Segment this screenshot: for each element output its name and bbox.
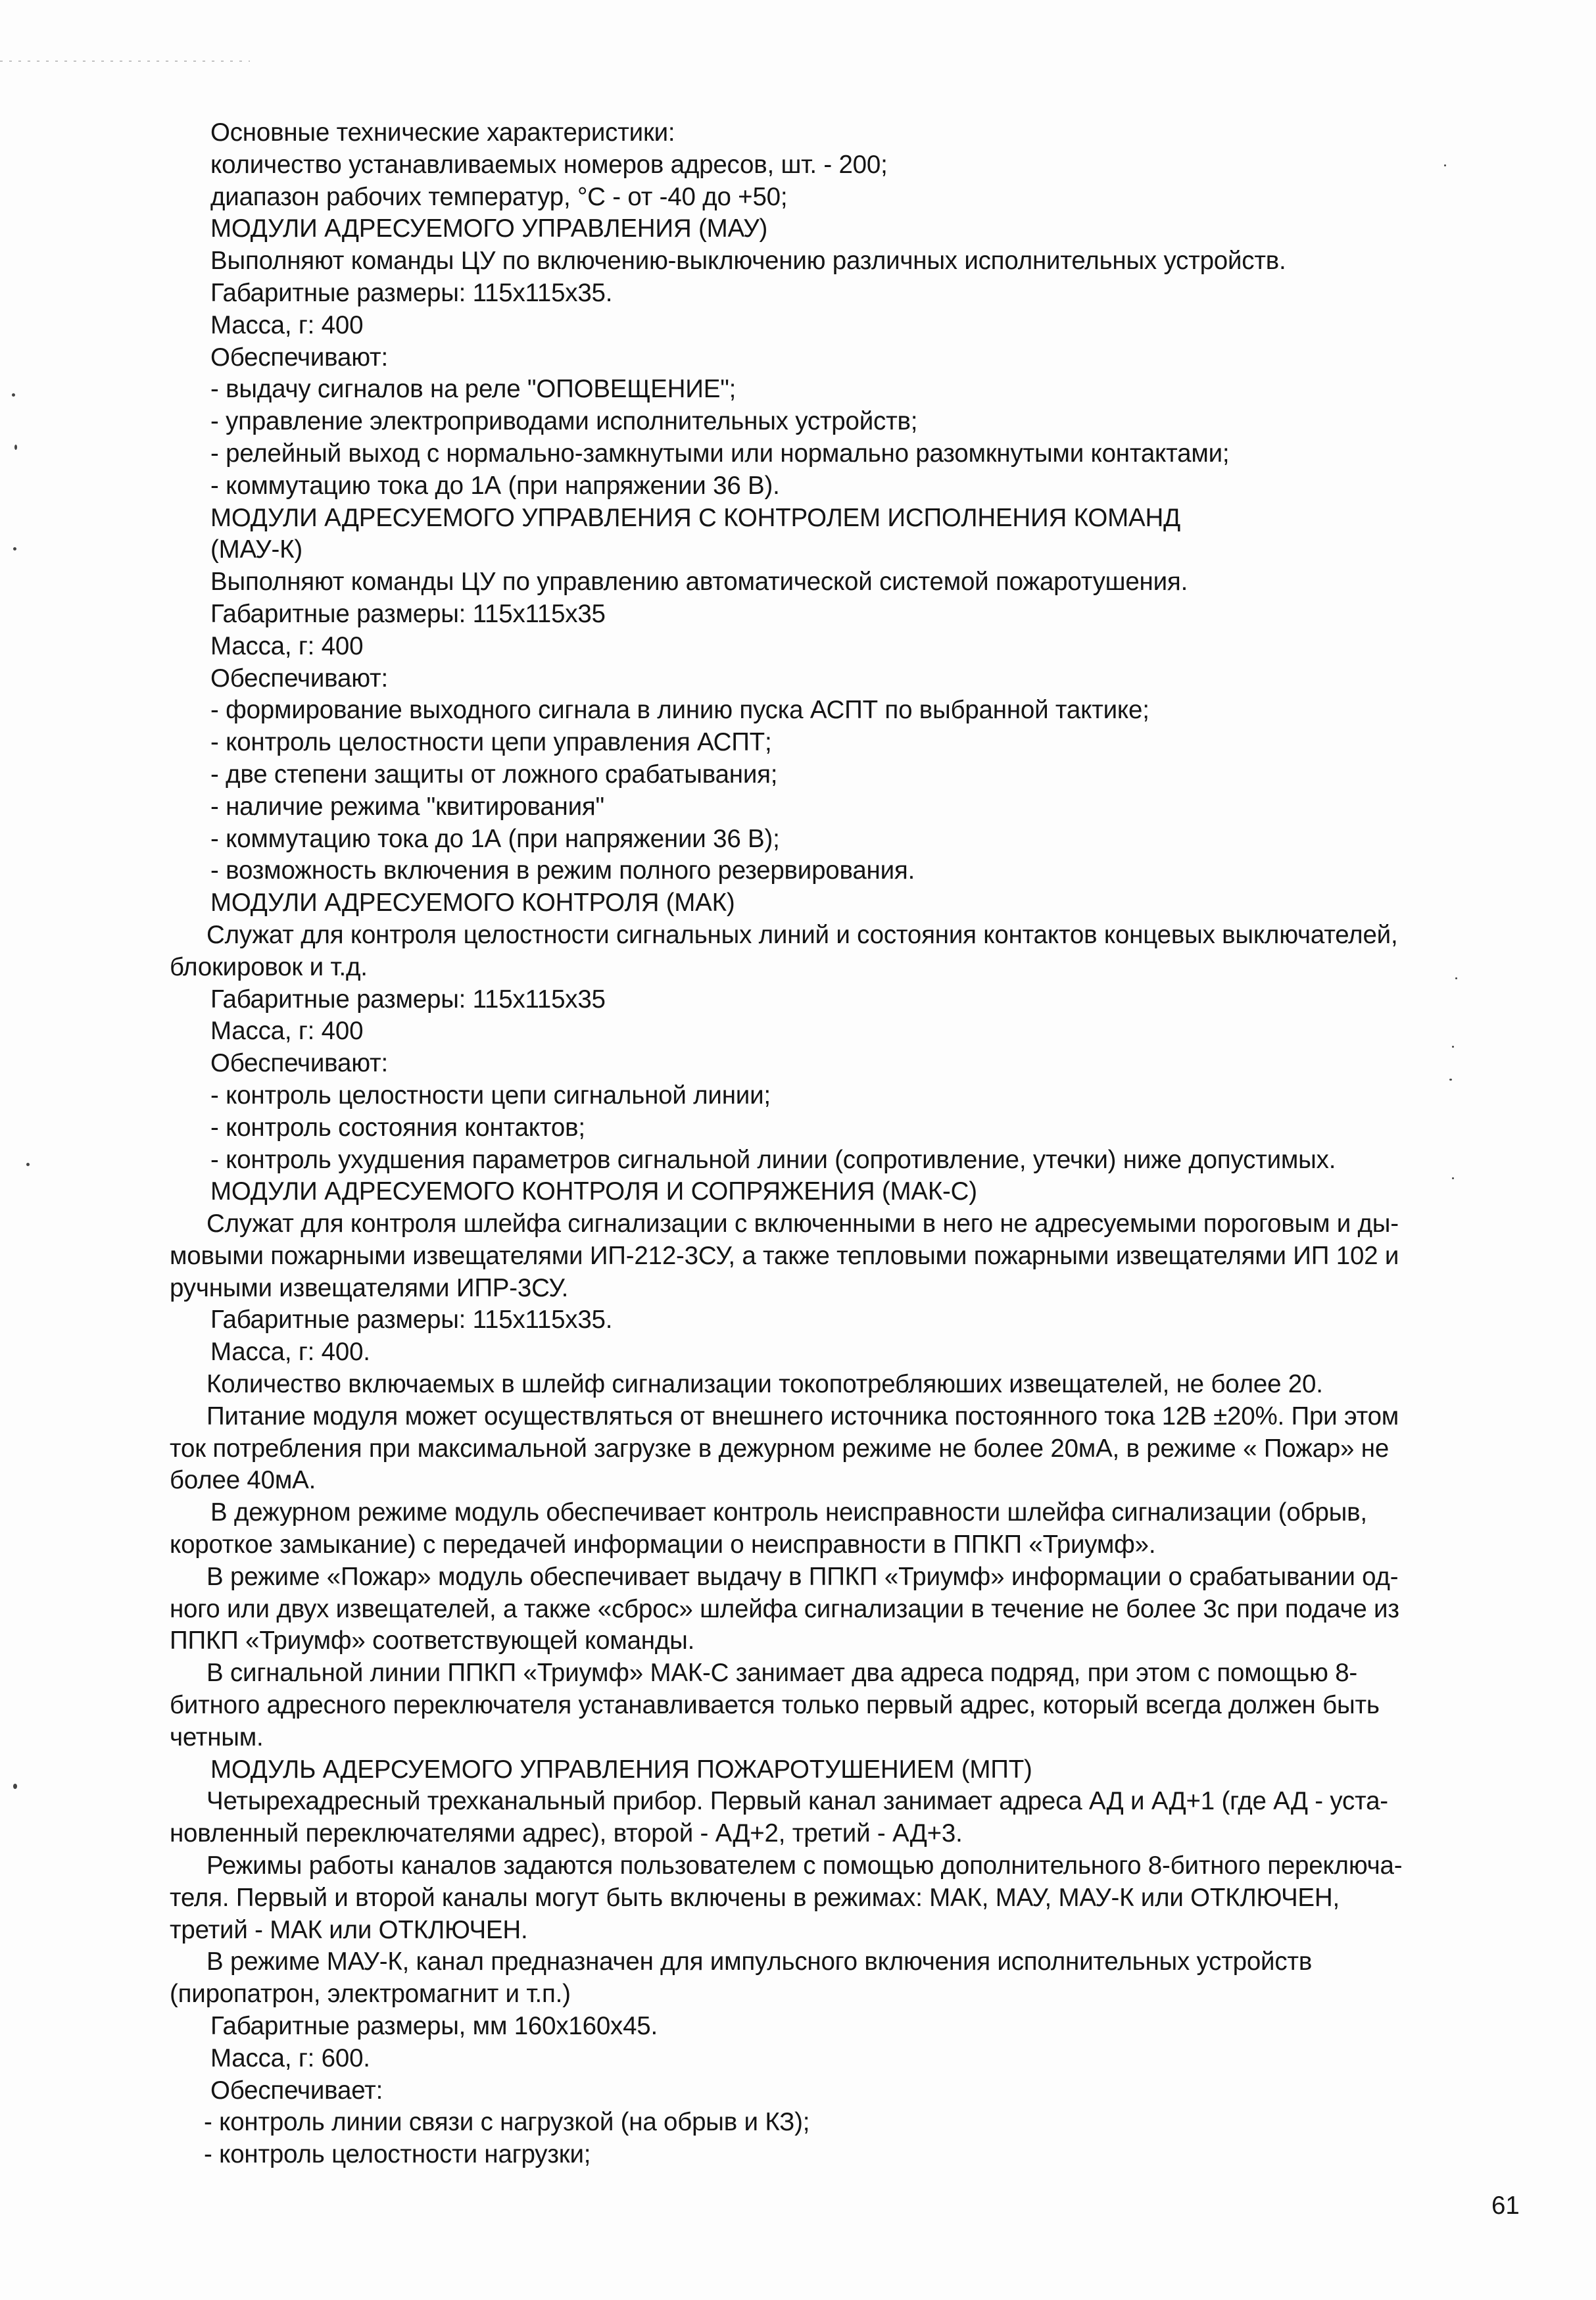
text-line: - контроль линии связи с нагрузкой (на обрыв и КЗ); — [204, 2108, 810, 2137]
text-line: Габаритные размеры: 115х115х35 — [210, 985, 606, 1014]
text-line: МОДУЛИ АДРЕСУЕМОГО КОНТРОЛЯ (МАК) — [210, 889, 735, 918]
text-line: битного адресного переключателя устанавливается только первый адрес, который всегда должен быть — [170, 1691, 1380, 1720]
text-line: Габаритные размеры: 115х115х35. — [210, 1306, 613, 1334]
text-line: Питание модуля может осуществляться от внешнего источника постоянного тока 12В ±20%. При этом — [206, 1402, 1399, 1431]
scan-speck — [14, 445, 17, 450]
text-line: - контроль целостности цепи управления АСПТ; — [210, 728, 772, 757]
text-line: Обеспечивают: — [210, 664, 388, 693]
text-line: диапазон рабочих температур, °С - от -40 до +50; — [210, 182, 788, 211]
text-line: МОДУЛЬ АДЕРСУЕМОГО УПРАВЛЕНИЯ ПОЖАРОТУШЕНИЕМ (МПТ) — [210, 1755, 1032, 1784]
text-line: (пиропатрон, электромагнит и т.п.) — [170, 1980, 571, 2009]
text-line: Обеспечивают: — [210, 1049, 388, 1078]
text-line: - управление электроприводами исполнительных устройств; — [210, 407, 918, 436]
text-line: Габаритные размеры: 115х115х35 — [210, 599, 606, 628]
text-line: Выполняют команды ЦУ по включению-выключению различных исполнительных устройств. — [210, 247, 1286, 276]
text-line: Масса, г: 400 — [210, 631, 364, 660]
text-line: Четырехадресный трехканальный прибор. Первый канал занимает адреса АД и АД+1 (где АД - уста- — [206, 1787, 1388, 1816]
text-line: Габаритные размеры, мм 160х160х45. — [210, 2012, 658, 2041]
text-line: теля. Первый и второй каналы могут быть включены в режимах: МАК, МАУ, МАУ-К или ОТКЛЮЧЕН, — [170, 1883, 1340, 1912]
text-line: ток потребления при максимальной загрузке в дежурном режиме не более 20мА, в режиме « Пожар» не — [170, 1434, 1390, 1463]
text-line: - формирование выходного сигнала в линию пуска АСПТ по выбранной тактике; — [210, 696, 1149, 725]
text-line: более 40мА. — [170, 1466, 316, 1495]
text-line: В режиме МАУ-К, канал предназначен для импульсного включения исполнительных устройств — [206, 1947, 1313, 1976]
page-number: 61 — [1491, 2191, 1520, 2220]
text-line: - контроль состояния контактов; — [210, 1113, 585, 1142]
scan-speck — [26, 1163, 30, 1166]
text-line: Служат для контроля целостности сигнальных линий и состояния контактов концевых выключателей, — [206, 920, 1398, 949]
text-line: Количество включаемых в шлейф сигнализации токопотребляюших извещателей, не более 20. — [206, 1370, 1323, 1399]
text-line: - коммутацию тока до 1А (при напряжении 36 В). — [210, 471, 780, 500]
text-line: В сигнальной линии ППКП «Триумф» МАК-С занимает два адреса подряд, при этом с помощью 8- — [206, 1659, 1358, 1688]
text-line: В дежурном режиме модуль обеспечивает контроль неисправности шлейфа сигнализации (обрыв, — [210, 1498, 1367, 1527]
text-line: - контроль целостности нагрузки; — [204, 2140, 591, 2169]
text-line: - наличие режима "квитирования" — [210, 792, 605, 821]
text-line: Масса, г: 400. — [210, 1338, 370, 1367]
text-line: новленный переключателями адрес), второй - АД+2, третий - АД+3. — [170, 1819, 963, 1848]
text-line: ручными извещателями ИПР-3СУ. — [170, 1273, 569, 1302]
text-line: Режимы работы каналов задаются пользователем с помощью дополнительного 8-битного переключа- — [206, 1851, 1403, 1880]
text-line: - выдачу сигналов на реле "ОПОВЕЩЕНИЕ"; — [210, 375, 737, 404]
scan-artifact — [0, 61, 250, 62]
text-line: (МАУ-К) — [210, 535, 303, 564]
text-line: - контроль ухудшения параметров сигнальной линии (сопротивление, утечки) ниже допустимых. — [210, 1145, 1336, 1174]
scan-speck — [13, 1784, 17, 1789]
text-line: количество устанавливаемых номеров адресов, шт. - 200; — [210, 150, 888, 179]
text-line: четным. — [170, 1723, 264, 1751]
text-line: короткое замыкание) с передачей информации о неисправности в ППКП «Триумф». — [170, 1530, 1156, 1559]
text-line: - возможность включения в режим полного резервирования. — [210, 856, 915, 885]
text-line: - две степени защиты от ложного срабатывания; — [210, 760, 778, 789]
document-body — [170, 117, 1524, 2171]
text-line: третий - МАК или ОТКЛЮЧЕН. — [170, 1915, 528, 1944]
text-line: Масса, г: 400 — [210, 310, 364, 339]
text-line: Служат для контроля шлейфа сигнализации с включенными в него не адресуемыми пороговым и ды- — [206, 1210, 1399, 1238]
text-line: Выполняют команды ЦУ по управлению автоматической системой пожаротушения. — [210, 568, 1188, 597]
text-line: МОДУЛИ АДРЕСУЕМОГО УПРАВЛЕНИЯ (МАУ) — [210, 214, 768, 243]
text-line: - релейный выход с нормально-замкнутыми или нормально разомкнутыми контактами; — [210, 439, 1230, 468]
text-line: В режиме «Пожар» модуль обеспечивает выдачу в ППКП «Триумф» информации о срабатывании од- — [206, 1562, 1399, 1591]
text-line: ного или двух извещателей, а также «сброс» шлейфа сигнализации в течение не более 3с при подаче из — [170, 1594, 1399, 1623]
text-line: Габаритные размеры: 115х115х35. — [210, 278, 613, 307]
text-line: ППКП «Триумф» соответствующей команды. — [170, 1627, 695, 1655]
text-line: - контроль целостности цепи сигнальной линии; — [210, 1081, 771, 1110]
text-line: МОДУЛИ АДРЕСУЕМОГО УПРАВЛЕНИЯ С КОНТРОЛЕМ ИСПОЛНЕНИЯ КОМАНД — [210, 503, 1180, 532]
text-line: Обеспечивают: — [210, 343, 388, 372]
text-line: Масса, г: 400 — [210, 1017, 364, 1046]
text-line: - коммутацию тока до 1А (при напряжении 36 В); — [210, 824, 780, 853]
text-line: МОДУЛИ АДРЕСУЕМОГО КОНТРОЛЯ И СОПРЯЖЕНИЯ (МАК-С) — [210, 1177, 977, 1206]
scan-speck — [13, 547, 16, 551]
text-line: Обеспечивает: — [210, 2076, 383, 2105]
text-line: Масса, г: 600. — [210, 2043, 370, 2072]
text-line: Основные технические характеристики: — [210, 118, 675, 147]
text-line: блокировок и т.д. — [170, 952, 368, 981]
text-line: мовыми пожарными извещателями ИП-212-3СУ, а также тепловыми пожарными извещателями ИП 102 и — [170, 1241, 1399, 1270]
scan-speck — [12, 393, 15, 397]
